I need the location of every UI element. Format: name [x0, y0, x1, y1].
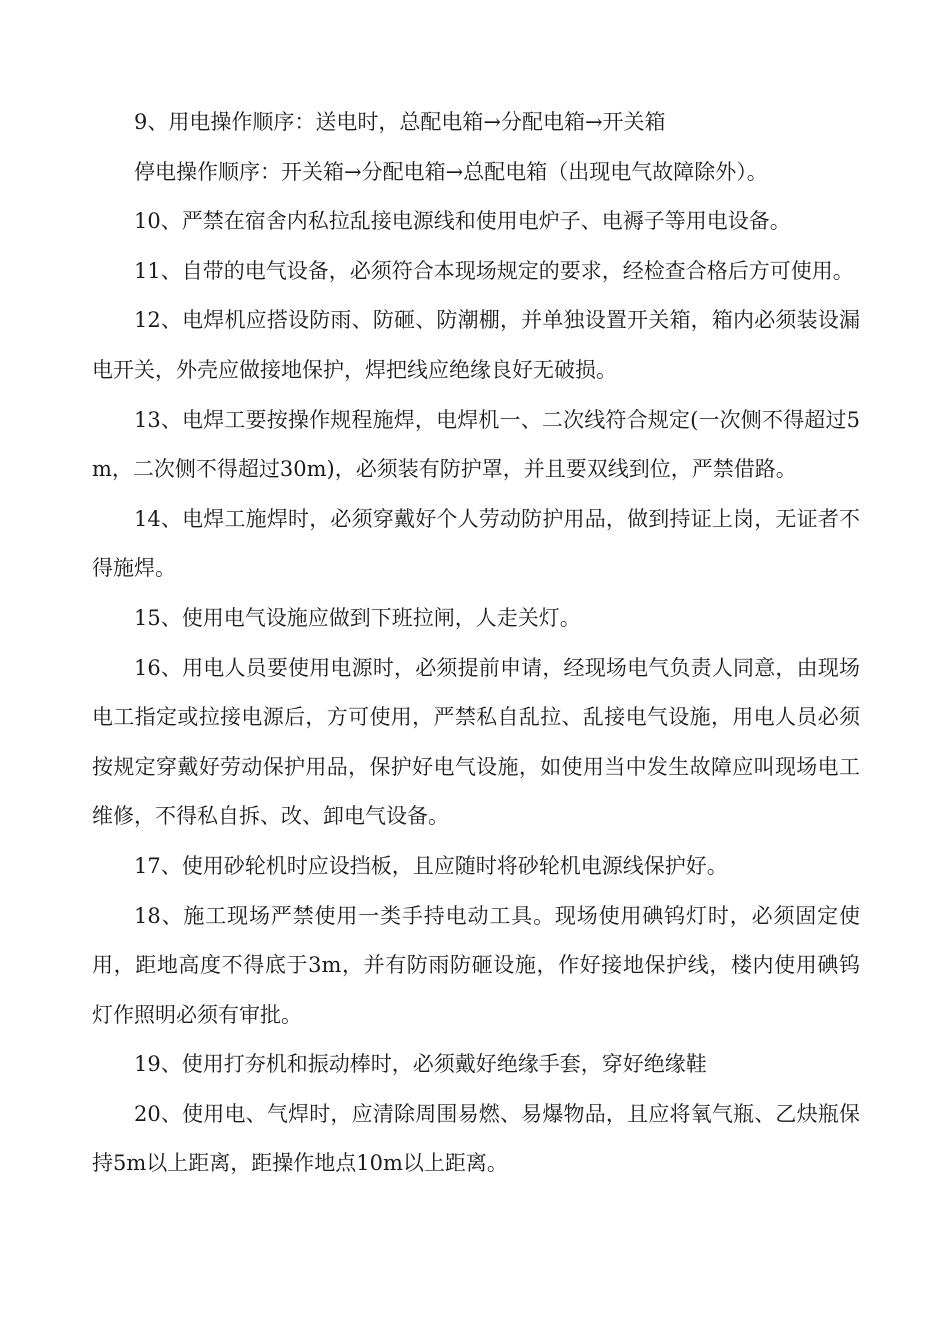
rule-18-handheld-tools-lamps: 18、施工现场严禁使用一类手持电动工具。现场使用碘钨灯时，必须固定使用，距地高度不得底于3m，并有防雨防砸设施，作好接地保护线，楼内使用碘钨灯作照明必须有审批。	[92, 903, 860, 1027]
rule-13-welding-procedure: 13、电焊工要按操作规程施焊，电焊机一、二次线符合规定(一次侧不得超过5m，二次侧不得超过30m)，必须装有防护罩，并且要双线到位，严禁借路。	[92, 407, 860, 482]
rule-19-tamper-vibrator: 19、使用打夯机和振动棒时，必须戴好绝缘手套，穿好绝缘鞋	[134, 1052, 707, 1077]
rule-17-grinder-guard: 17、使用砂轮机时应设挡板，且应随时将砂轮机电源线保护好。	[134, 853, 728, 878]
rule-10-dormitory-wiring: 10、严禁在宿舍内私拉乱接电源线和使用电炉子、电褥子等用电设备。	[134, 209, 791, 234]
document-page	[92, 98, 860, 1189]
rule-9-power-on-sequence: 9、用电操作顺序：送电时，总配电箱→分配电箱→开关箱	[134, 110, 666, 134]
rule-20-gas-welding-distance: 20、使用电、气焊时，应清除周围易燃、易爆物品，且应将氧气瓶、乙炔瓶保持5m以上距离，距操作地点10m以上距离。	[92, 1101, 860, 1176]
rule-15-switch-off: 15、使用电气设施应做到下班拉闸，人走关灯。	[134, 605, 581, 630]
rule-11-own-equipment: 11、自带的电气设备，必须符合本现场规定的要求，经检查合格后方可使用。	[134, 258, 854, 283]
rule-16-power-request: 16、用电人员要使用电源时，必须提前申请，经现场电气负责人同意，由现场电工指定或拉接电源后，方可使用，严禁私自乱拉、乱接电气设施，用电人员必须按规定穿戴好劳动保护用品，保护好电气设施，如使用当中发生故障应叫现场电工维修，不得私自拆、改、卸电气设备。	[92, 655, 860, 829]
rule-12-welding-machine-shelter: 12、电焊机应搭设防雨、防砸、防潮棚，并单独设置开关箱，箱内必须装设漏电开关，外壳应做接地保护，焊把线应绝缘良好无破损。	[92, 308, 860, 382]
rule-14-welder-protection: 14、电焊工施焊时，必须穿戴好个人劳动防护用品，做到持证上岗，无证者不得施焊。	[92, 506, 860, 581]
rule-9-power-off-sequence: 停电操作顺序：开关箱→分配电箱→总配电箱（出现电气故障除外）。	[134, 159, 768, 184]
